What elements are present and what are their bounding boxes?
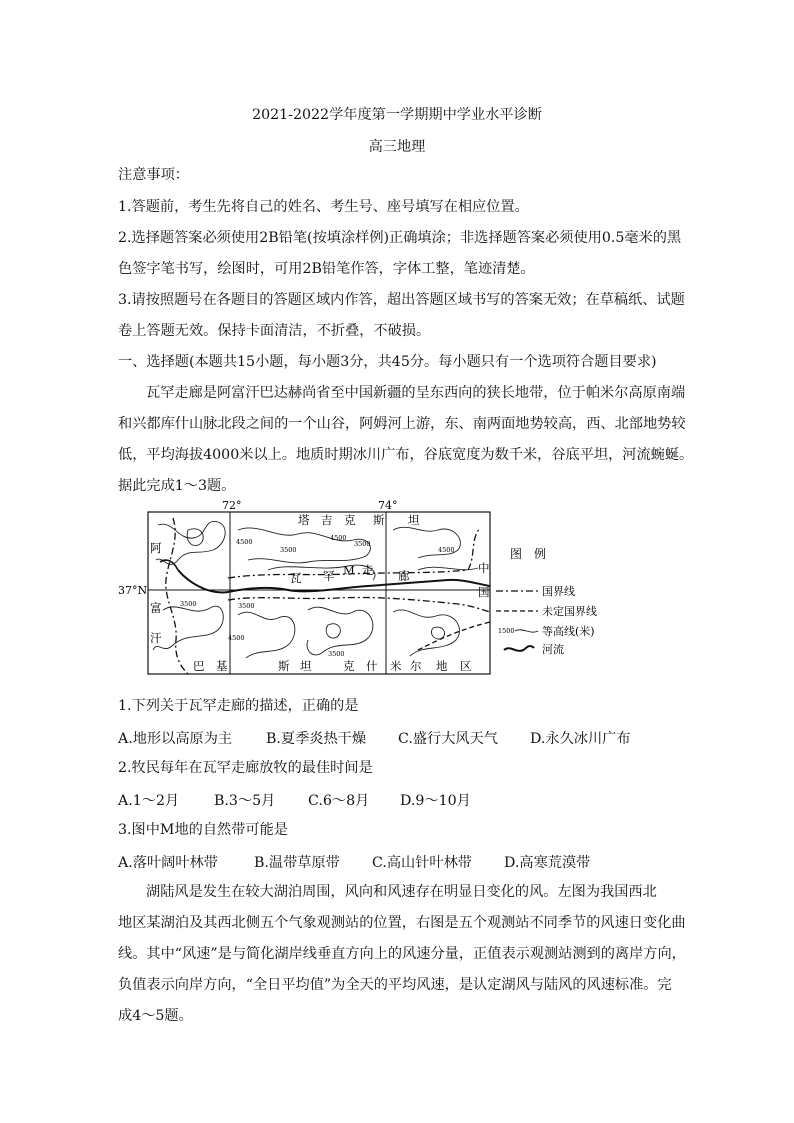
region-right-1: 中 bbox=[478, 561, 490, 575]
passage1-line-3: 低，平均海拔4000米以上。地质时期冰川广布，谷底宽度为数千米，谷底平坦，河流蜿蜒。 bbox=[118, 447, 694, 463]
lon-label-72: 72° bbox=[222, 500, 242, 512]
corridor-2: 罕 bbox=[323, 569, 335, 583]
q2-option-b[interactable]: B.3～5月 bbox=[214, 793, 276, 809]
passage1-line-2: 和兴都库什山脉北段之间的一个山谷，阿姆河上游，东、南两面地势较高，西、北部地势较 bbox=[118, 416, 686, 432]
svg-text:3500: 3500 bbox=[354, 540, 371, 548]
q3-option-d[interactable]: D.高寒荒漠带 bbox=[504, 855, 591, 871]
passage2-line-2: 地区某湖泊及其西北侧五个气象观测站的位置，右图是五个观测站不同季节的风速日变化曲 bbox=[118, 915, 686, 931]
notice-item-2-cont: 色签字笔书写，绘图时，可用2B铅笔作答，字体工整，笔迹清楚。 bbox=[118, 261, 535, 277]
map-legend bbox=[496, 546, 597, 656]
q2-option-c[interactable]: C.6～8月 bbox=[308, 793, 370, 809]
region-left-3: 汗 bbox=[150, 631, 162, 645]
region-top-1: 塔 bbox=[298, 513, 310, 527]
region-left-1: 阿 bbox=[150, 541, 162, 555]
svg-text:4500: 4500 bbox=[228, 634, 245, 642]
region-bottom-4: 坦 bbox=[300, 659, 312, 673]
legend-title: 图 例 bbox=[510, 547, 547, 561]
map-frame bbox=[148, 512, 490, 674]
question-3-options bbox=[118, 852, 590, 872]
legend-item-undetermined: 未定国界线 bbox=[542, 605, 597, 618]
svg-text:3500: 3500 bbox=[280, 546, 297, 554]
region-bottom-9: 地 bbox=[436, 659, 448, 673]
section-heading: 一、选择题(本题共15小题，每小题3分，共45分。每小题只有一个选项符合题目要求) bbox=[118, 354, 657, 370]
legend-contour-sample: 1500 bbox=[498, 627, 515, 635]
region-top-3: 克 bbox=[344, 513, 356, 527]
notice-heading: 注意事项： bbox=[118, 167, 189, 183]
passage2-line-3: 线。其中“风速”是与简化湖岸线垂直方向上的风速分量，正值表示观测站测到的离岸方向， bbox=[118, 946, 686, 962]
question-1-options bbox=[118, 728, 631, 748]
passage2-line-5: 成4～5题。 bbox=[118, 1008, 193, 1024]
legend-item-boundary: 国界线 bbox=[542, 585, 575, 598]
lat-label-37: 37°N bbox=[118, 584, 148, 597]
question-1-stem: 1.下列关于瓦罕走廊的描述，正确的是 bbox=[118, 698, 359, 714]
corridor-4: 走 bbox=[362, 563, 374, 577]
q1-option-c[interactable]: C.盛行大风天气 bbox=[398, 731, 498, 747]
region-bottom-8: 尔 bbox=[410, 659, 422, 673]
notice-item-1: 1.答题前，考生先将自己的姓名、考生号、座号填写在相应位置。 bbox=[118, 199, 529, 215]
region-bottom-3: 斯 bbox=[278, 659, 290, 673]
region-top-4: 斯 bbox=[373, 513, 385, 527]
passage2-line-4: 负值表示向岸方向，“全日平均值”为全天的平均风速，是认定湖风与陆风的风速标准。完 bbox=[118, 977, 672, 993]
svg-text:4500: 4500 bbox=[438, 546, 455, 554]
q3-option-a[interactable]: A.落叶阔叶林带 bbox=[118, 855, 218, 871]
region-top-2: 吉 bbox=[321, 513, 333, 527]
question-3-stem: 3.图中M地的自然带可能是 bbox=[118, 822, 288, 838]
q3-option-c[interactable]: C.高山针叶林带 bbox=[372, 855, 472, 871]
svg-text:3500: 3500 bbox=[328, 650, 345, 658]
corridor-5: 廊 bbox=[398, 569, 410, 583]
legend-item-contour: 等高线(米) bbox=[542, 625, 595, 638]
passage1-line-1: 瓦罕走廊是阿富汗巴达赫尚省至中国新疆的呈东西向的狭长地带，位于帕米尔高原南端 bbox=[146, 385, 686, 401]
notice-item-2: 2.选择题答案必须使用2B铅笔(按填涂样例)正确填涂；非选择题答案必须使用0.5毫米的黑 bbox=[118, 230, 682, 246]
region-top-5: 坦 bbox=[408, 513, 420, 527]
region-bottom-2: 基 bbox=[216, 659, 228, 673]
region-bottom-10: 区 bbox=[460, 659, 472, 673]
region-right-2: 国 bbox=[478, 585, 490, 599]
exam-title: 2021-2022学年度第一学期期中学业水平诊断 bbox=[252, 107, 542, 123]
wakhan-corridor-map bbox=[118, 500, 628, 690]
legend-item-river: 河流 bbox=[542, 643, 564, 656]
svg-text:3500: 3500 bbox=[238, 602, 255, 610]
region-bottom-5: 克 bbox=[343, 659, 355, 673]
corridor-M: M bbox=[343, 563, 355, 577]
q1-option-a[interactable]: A.地形以高原为主 bbox=[118, 731, 233, 747]
subject-title: 高三地理 bbox=[368, 139, 426, 155]
q2-option-d[interactable]: D.9～10月 bbox=[400, 793, 471, 809]
notice-item-3-cont: 卷上答题无效。保持卡面清洁，不折叠，不破损。 bbox=[118, 323, 431, 339]
passage2-line-1: 湖陆风是发生在较大湖泊周围，风向和风速存在明显日变化的风。左图为我国西北 bbox=[146, 884, 657, 900]
region-left-2: 富 bbox=[150, 601, 162, 615]
region-bottom-1: 巴 bbox=[193, 659, 205, 673]
q1-option-b[interactable]: B.夏季炎热干燥 bbox=[266, 731, 367, 747]
passage1-line-4: 据此完成1～3题。 bbox=[118, 478, 236, 494]
question-2-options bbox=[118, 790, 471, 810]
corridor-1: 瓦 bbox=[290, 571, 302, 585]
q3-option-b[interactable]: B.温带草原带 bbox=[254, 855, 340, 871]
q2-option-a[interactable]: A.1～2月 bbox=[118, 793, 180, 809]
svg-text:3500: 3500 bbox=[180, 600, 197, 608]
q1-option-d[interactable]: D.永久冰川广布 bbox=[530, 731, 631, 747]
notice-item-3: 3.请按照题号在各题目的答题区域内作答，超出答题区域书写的答案无效；在草稿纸、试题 bbox=[118, 292, 685, 308]
lon-label-74: 74° bbox=[378, 500, 398, 512]
question-2-stem: 2.牧民每年在瓦罕走廊放牧的最佳时间是 bbox=[118, 760, 373, 776]
svg-text:4500: 4500 bbox=[330, 534, 347, 542]
region-bottom-7: 米 bbox=[390, 659, 402, 673]
region-bottom-6: 什 bbox=[366, 659, 378, 673]
svg-text:4500: 4500 bbox=[236, 538, 253, 546]
